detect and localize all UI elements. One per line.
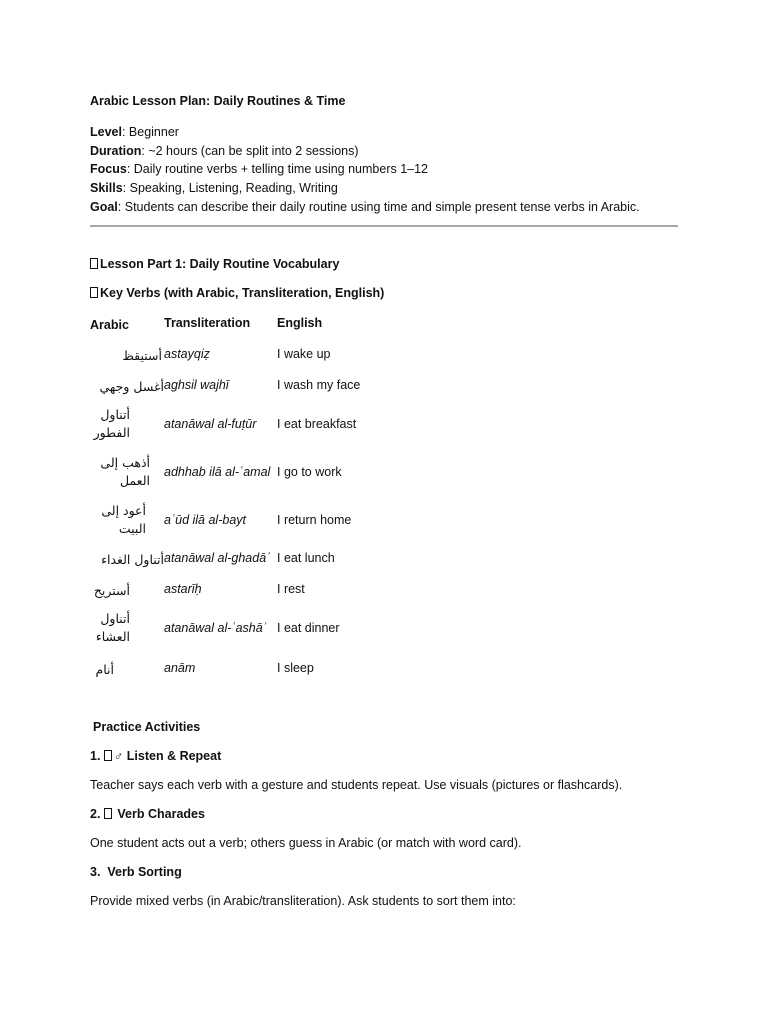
meta-label: Goal	[90, 199, 118, 214]
item-title: Listen & Repeat	[126, 749, 222, 763]
practice-item-2-text: One student acts out a verb; others guess in Arabic (or match with word card).	[90, 836, 522, 850]
practice-item-3-text: Provide mixed verbs (in Arabic/transliteration). Ask students to sort them into:	[90, 894, 516, 908]
lesson-meta	[90, 123, 640, 217]
item-title: Verb Sorting	[107, 865, 182, 879]
part1-subheading-text: Key Verbs (with Arabic, Transliteration, English)	[100, 286, 385, 300]
meta-label: Level	[90, 125, 122, 139]
item-number: 3.	[90, 865, 101, 879]
column-header-english: English	[277, 316, 323, 330]
cell-transliteration: atanāwal al-fuṭūr	[164, 417, 257, 431]
part1-heading-text: Lesson Part 1: Daily Routine Vocabulary	[100, 257, 340, 271]
meta-value: : Students can describe their daily routine using time and simple present tense verbs in Arabic.	[117, 199, 640, 214]
item-number: 2.	[90, 807, 101, 821]
meta-label: Skills	[90, 181, 123, 196]
cell-transliteration: aghsil wajhī	[164, 378, 229, 392]
cell-english: I eat lunch	[277, 551, 335, 565]
cell-arabic: أنام	[95, 662, 114, 677]
missing-glyph-icon	[104, 750, 112, 761]
cell-transliteration: anām	[164, 661, 196, 675]
meta-label: Duration	[90, 143, 142, 158]
cell-transliteration: astayqiẓ	[164, 347, 210, 361]
meta-focus	[90, 160, 640, 179]
document-title: Arabic Lesson Plan: Daily Routines & Time	[90, 94, 346, 108]
male-sign-icon: ♂	[113, 749, 124, 763]
item-number: 1.	[90, 749, 101, 763]
cell-english: I wake up	[277, 347, 331, 361]
meta-value: : ~2 hours (can be split into 2 sessions)	[141, 143, 359, 158]
column-header-transliteration: Transliteration	[164, 316, 251, 330]
meta-goal	[90, 198, 640, 217]
practice-item-3-title	[90, 865, 182, 879]
part1-heading	[90, 257, 339, 271]
part1-subheading	[90, 286, 384, 300]
cell-english: I eat dinner	[277, 621, 340, 635]
missing-glyph-icon	[104, 808, 112, 819]
column-header-arabic: Arabic	[90, 318, 129, 332]
practice-heading: Practice Activities	[93, 720, 201, 734]
cell-english: I go to work	[277, 465, 342, 479]
cell-arabic: أتناول العشاء	[95, 611, 130, 644]
cell-english: I rest	[277, 582, 305, 596]
meta-level	[90, 123, 640, 142]
cell-transliteration: astarīḥ	[164, 582, 202, 596]
practice-item-1-text: Teacher says each verb with a gesture and students repeat. Use visuals (pictures or flashcards).	[90, 778, 623, 792]
cell-transliteration: atanāwal al-ghadāʾ	[164, 551, 271, 565]
cell-arabic: أستيقظ	[122, 348, 162, 363]
missing-glyph-icon	[90, 287, 98, 298]
meta-label: Focus	[90, 162, 127, 177]
meta-value: : Beginner	[121, 125, 179, 139]
practice-item-2-title	[90, 807, 205, 821]
cell-english: I return home	[277, 513, 352, 527]
cell-arabic: أتناول الغداء	[101, 552, 164, 567]
meta-skills	[90, 179, 640, 198]
cell-arabic: أذهب إلى العمل	[100, 455, 150, 488]
cell-transliteration: aʿūd ilā al-bayt	[164, 513, 246, 527]
cell-transliteration: adhhab ilā al-ʿamal	[164, 465, 271, 479]
cell-arabic: أعود إلى البيت	[101, 503, 146, 536]
cell-english: I sleep	[277, 661, 314, 675]
practice-item-1-title	[90, 749, 221, 763]
item-title: Verb Charades	[117, 807, 205, 821]
cell-english: I wash my face	[277, 378, 361, 392]
meta-duration	[90, 142, 640, 161]
meta-value: : Speaking, Listening, Reading, Writing	[122, 181, 338, 196]
cell-arabic: أتناول الفطور	[93, 407, 130, 440]
meta-value: : Daily routine verbs + telling time using numbers 1–12	[126, 162, 429, 177]
cell-english: I eat breakfast	[277, 417, 357, 431]
cell-arabic: أغسل وجهي	[99, 379, 164, 394]
horizontal-rule	[90, 225, 678, 227]
cell-arabic: أستريح	[93, 583, 130, 598]
missing-glyph-icon	[90, 258, 98, 269]
cell-transliteration: atanāwal al-ʿashāʾ	[164, 621, 267, 635]
